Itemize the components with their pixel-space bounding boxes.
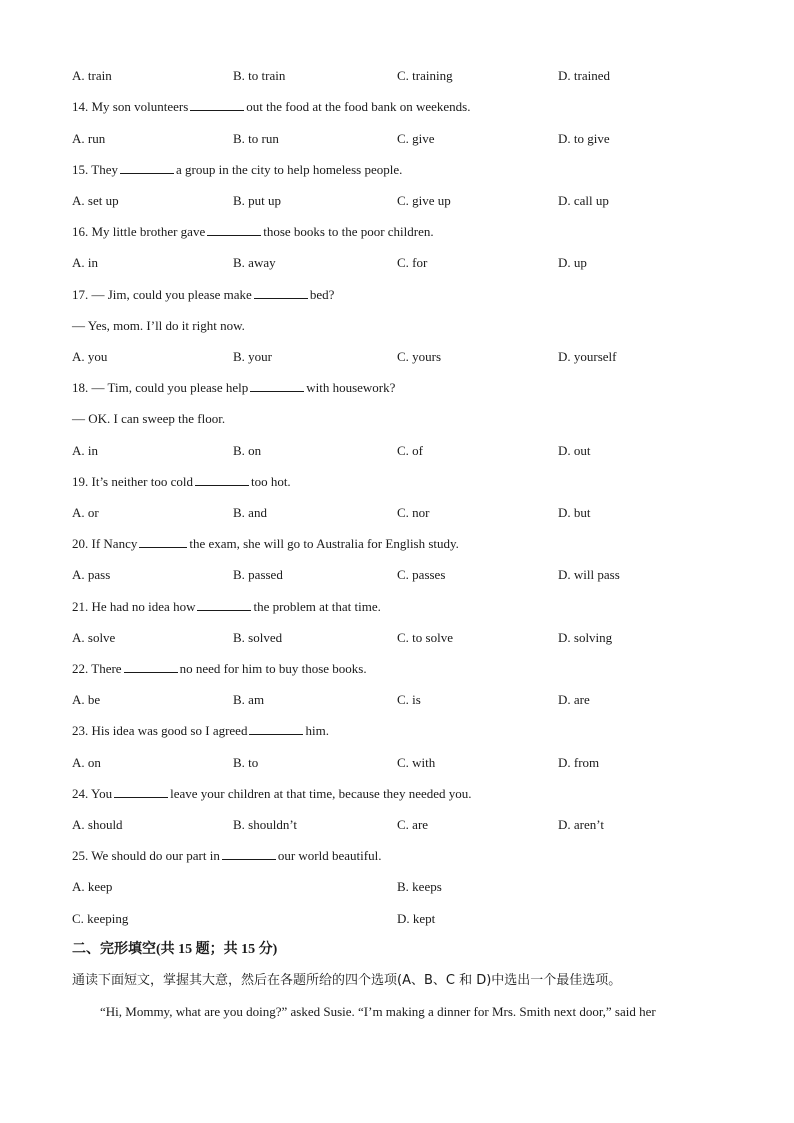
q17-option-d: D. yourself: [558, 349, 617, 364]
q15-option-d: D. call up: [558, 193, 609, 208]
q15-option-c: C. give up: [397, 193, 451, 208]
q23-stem: 23. His idea was good so I agreed him.: [72, 723, 329, 738]
q13-option-d: D. trained: [558, 68, 610, 83]
answer-blank: [254, 286, 308, 299]
q24-stem: 24. You leave your children at that time, because they needed you.: [72, 786, 472, 801]
q25-option-a: A. keep: [72, 879, 113, 894]
q22-option-a: A. be: [72, 692, 101, 707]
q19-option-d: D. but: [558, 505, 591, 520]
q25-option-b: B. keeps: [397, 879, 442, 894]
q24-option-c: C. are: [397, 817, 429, 832]
q17-reply: — Yes, mom. I’ll do it right now.: [72, 318, 245, 333]
q16-option-a: A. in: [72, 255, 98, 270]
q20-stem: 20. If Nancy the exam, she will go to Australia for English study.: [72, 536, 459, 551]
answer-blank: [195, 473, 249, 486]
q16-option-c: C. for: [397, 255, 428, 270]
q13-option-c: C. training: [397, 68, 453, 83]
q24-option-a: A. should: [72, 817, 123, 832]
answer-blank: [207, 223, 261, 236]
q18-option-a: A. in: [72, 443, 98, 458]
q17-option-c: C. yours: [397, 349, 442, 364]
q14-option-d: D. to give: [558, 131, 610, 146]
q14-option-a: A. run: [72, 131, 106, 146]
answer-blank: [222, 847, 276, 860]
answer-blank: [250, 379, 304, 392]
q17-option-b: B. your: [233, 349, 272, 364]
q24-option-d: D. aren’t: [558, 817, 604, 832]
q13-option-b: B. to train: [233, 68, 286, 83]
q16-option-d: D. up: [558, 255, 587, 270]
q20-option-b: B. passed: [233, 567, 283, 582]
answer-blank: [139, 535, 187, 548]
section-title: 二、完形填空(共 15 题；共 15 分): [72, 942, 278, 957]
q21-stem: 21. He had no idea how the problem at that time.: [72, 599, 381, 614]
q14-option-b: B. to run: [233, 131, 279, 146]
q21-option-b: B. solved: [233, 630, 283, 645]
q17-option-a: A. you: [72, 349, 108, 364]
q18-option-b: B. on: [233, 443, 262, 458]
q21-option-a: A. solve: [72, 630, 116, 645]
q23-option-b: B. to: [233, 755, 259, 770]
answer-blank: [120, 161, 174, 174]
q23-option-d: D. from: [558, 755, 600, 770]
q18-option-d: D. out: [558, 443, 591, 458]
q22-option-d: D. are: [558, 692, 590, 707]
q20-option-c: C. passes: [397, 567, 446, 582]
q23-option-c: C. with: [397, 755, 436, 770]
q16-option-b: B. away: [233, 255, 276, 270]
section-instruction: 通读下面短文，掌握其大意，然后在各题所给的四个选项(A、B、C 和 D)中选出一个最佳选项。: [72, 973, 622, 988]
answer-blank: [114, 785, 168, 798]
q14-stem: 14. My son volunteers out the food at the food bank on weekends.: [72, 99, 471, 114]
passage-first-line: “Hi, Mommy, what are you doing?” asked Susie. “I’m making a dinner for Mrs. Smith next door,” said her: [100, 1004, 656, 1019]
q16-stem: 16. My little brother gave those books to the poor children.: [72, 224, 434, 239]
q23-option-a: A. on: [72, 755, 101, 770]
answer-blank: [124, 660, 178, 673]
q13-option-a: A. train: [72, 68, 112, 83]
q21-option-c: C. to solve: [397, 630, 453, 645]
q15-stem: 15. They a group in the city to help homeless people.: [72, 162, 403, 177]
answer-blank: [190, 98, 244, 111]
q20-option-a: A. pass: [72, 567, 111, 582]
q19-option-b: B. and: [233, 505, 267, 520]
answer-blank: [249, 722, 303, 735]
q20-option-d: D. will pass: [558, 567, 620, 582]
q19-option-c: C. nor: [397, 505, 430, 520]
q18-reply: — OK. I can sweep the floor.: [72, 411, 226, 426]
q25-option-d: D. kept: [397, 911, 436, 926]
q24-option-b: B. shouldn’t: [233, 817, 298, 832]
q15-option-a: A. set up: [72, 193, 119, 208]
q21-option-d: D. solving: [558, 630, 613, 645]
q25-stem: 25. We should do our part in our world beautiful.: [72, 848, 382, 863]
q18-option-c: C. of: [397, 443, 423, 458]
answer-blank: [197, 598, 251, 611]
q19-stem: 19. It’s neither too cold too hot.: [72, 474, 291, 489]
q14-option-c: C. give: [397, 131, 435, 146]
q15-option-b: B. put up: [233, 193, 282, 208]
q25-option-c: C. keeping: [72, 911, 129, 926]
q22-option-b: B. am: [233, 692, 265, 707]
q18-stem: 18. — Tim, could you please help with housework?: [72, 380, 396, 395]
q17-stem: 17. — Jim, could you please make bed?: [72, 287, 335, 302]
q19-option-a: A. or: [72, 505, 99, 520]
q22-stem: 22. There no need for him to buy those books.: [72, 661, 367, 676]
q22-option-c: C. is: [397, 692, 421, 707]
